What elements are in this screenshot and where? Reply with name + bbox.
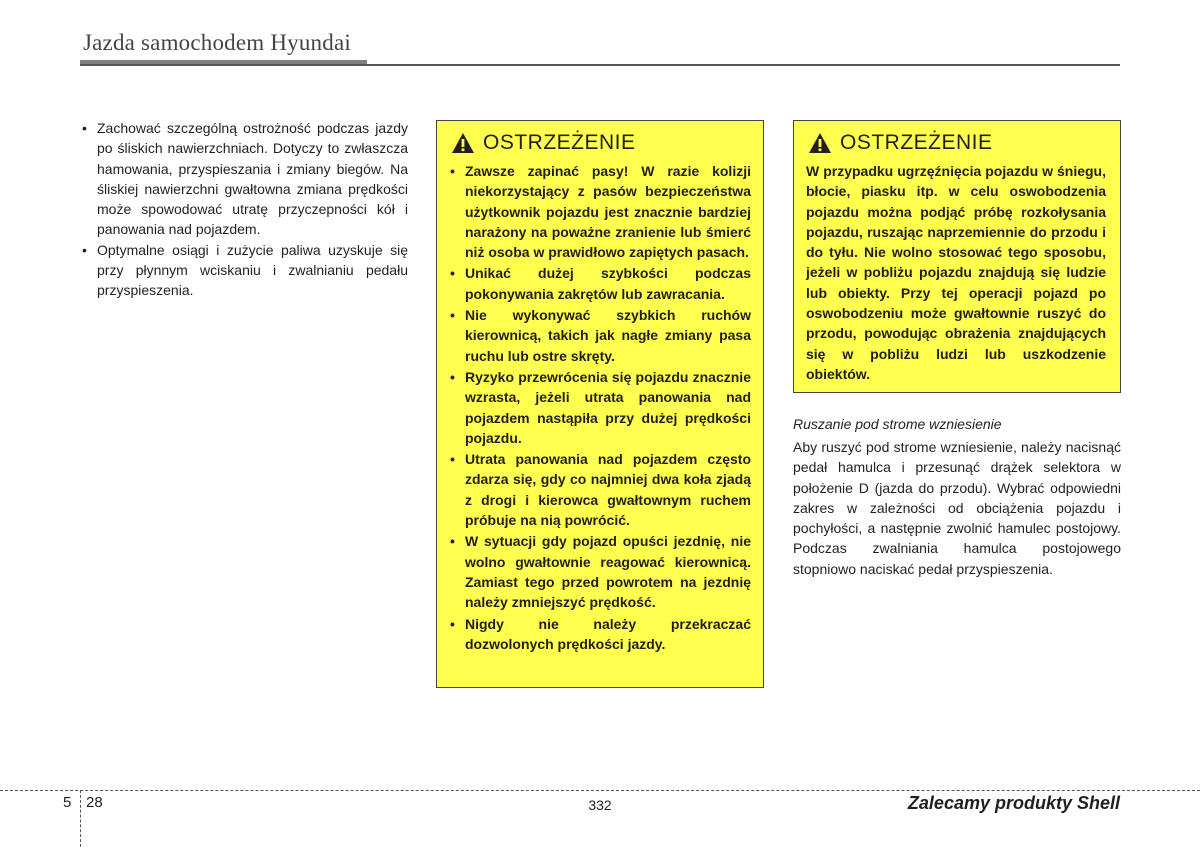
warning-title: OSTRZEŻENIE xyxy=(483,131,636,154)
bullet-list xyxy=(80,118,408,301)
left-column xyxy=(80,118,408,301)
warning-triangle-icon xyxy=(808,132,832,154)
warning-text: W przypadku ugrzęźnięcia pojazdu w śniegu, błocie, piasku itp. w celu oswobodzenia pojazdu można podjąć próbę rozkołysania pojazdu, ruszając naprzemiennie do przodu i do tyłu. Nie wolno stosować tego sposobu, jeżeli w pobliżu pojazdu znajdują się ludzie lub obiekty. Przy tej operacji pojazd po oswobodzeniu może gwałtownie ruszyć do przodu, powodując obrażenia znajdujących się w pobliżu ludzi lub uszkodzenie obiektów. xyxy=(806,163,1106,382)
list-item: • Optymalne osiągi i zużycie paliwa uzyskuje się przy płynnym wciskaniu i zwalnianiu pedału przyspieszenia. xyxy=(80,240,408,301)
list-item: • Nie wykonywać szybkich ruchów kierownicą, takich jak nagłe zmiany pasa ruchu lub ostre skręty. xyxy=(449,305,751,366)
warning-box-stuck-vehicle xyxy=(793,120,1121,393)
section-body: Aby ruszyć pod strome wzniesienie, należy nacisnąć pedał hamulca i przesunąć drążek selektora w położenie D (jazda do przodu). Wybrać odpowiedni zakres w zależności od obciążenia pojazdu i pochyłości, a następnie zwolnić hamulec postojowy. Podczas zwalniania hamulca postojowego stopniowo naciskać pedał przyspieszenia. xyxy=(793,439,1121,577)
warning-list xyxy=(449,161,751,654)
chapter-number: 5 xyxy=(63,794,72,811)
list-item: • Nigdy nie należy przekraczać dozwolonych prędkości jazdy. xyxy=(449,614,751,655)
list-item: • W sytuacji gdy pojazd opuści jezdnię, nie wolno gwałtownie reagować kierownicą. Zamiast tego przed powrotem na jezdnię należy zmniejszyć prędkość. xyxy=(449,531,751,612)
footer-divider xyxy=(80,790,81,847)
page-header-title: Jazda samochodem Hyundai xyxy=(83,30,351,55)
warning-title: OSTRZEŻENIE xyxy=(840,131,993,154)
list-item: • Ryzyko przewrócenia się pojazdu znacznie wzrasta, jeżeli utrata panowania nad pojazdem nastąpiła przy dużej prędkości pojazdu. xyxy=(449,367,751,448)
list-item: • Zachować szczególną ostrożność podczas jazdy po śliskich nawierzchniach. Dotyczy to zwłaszcza hamowania, przyspieszania i zmiany biegów. Na śliskiej nawierzchni gwałtowna zmiana prędkości może spowodować utratę przyczepności kół i panowania nad pojazdem. xyxy=(80,118,408,240)
footer-slogan: Zalecamy produkty Shell xyxy=(907,793,1120,813)
warning-triangle-icon xyxy=(451,132,475,154)
warning-header xyxy=(449,131,751,155)
page-number: 28 xyxy=(86,794,103,811)
warning-header xyxy=(806,131,1108,155)
list-item: • Zawsze zapinać pasy! W razie kolizji niekorzystający z pasów bezpieczeństwa użytkownik pojazdu jest znacznie bardziej narażony na poważne zranienie lub śmierć niż osoba w prawidłowo zapiętych pasach. xyxy=(449,161,751,262)
section-heading: Ruszanie pod strome wzniesienie xyxy=(793,416,1002,432)
footer-rule xyxy=(0,790,1200,791)
list-item: • Utrata panowania nad pojazdem często zdarza się, gdy co najmniej dwa koła zjadą z drogi i kierowca gwałtownym ruchem próbuje na nią powrócić. xyxy=(449,449,751,530)
warning-box-driving xyxy=(436,120,764,688)
header-rule xyxy=(80,64,1120,66)
list-item: • Unikać dużej szybkości podczas pokonywania zakrętów lub zawracania. xyxy=(449,263,751,304)
document-page-number: 332 xyxy=(588,797,612,813)
